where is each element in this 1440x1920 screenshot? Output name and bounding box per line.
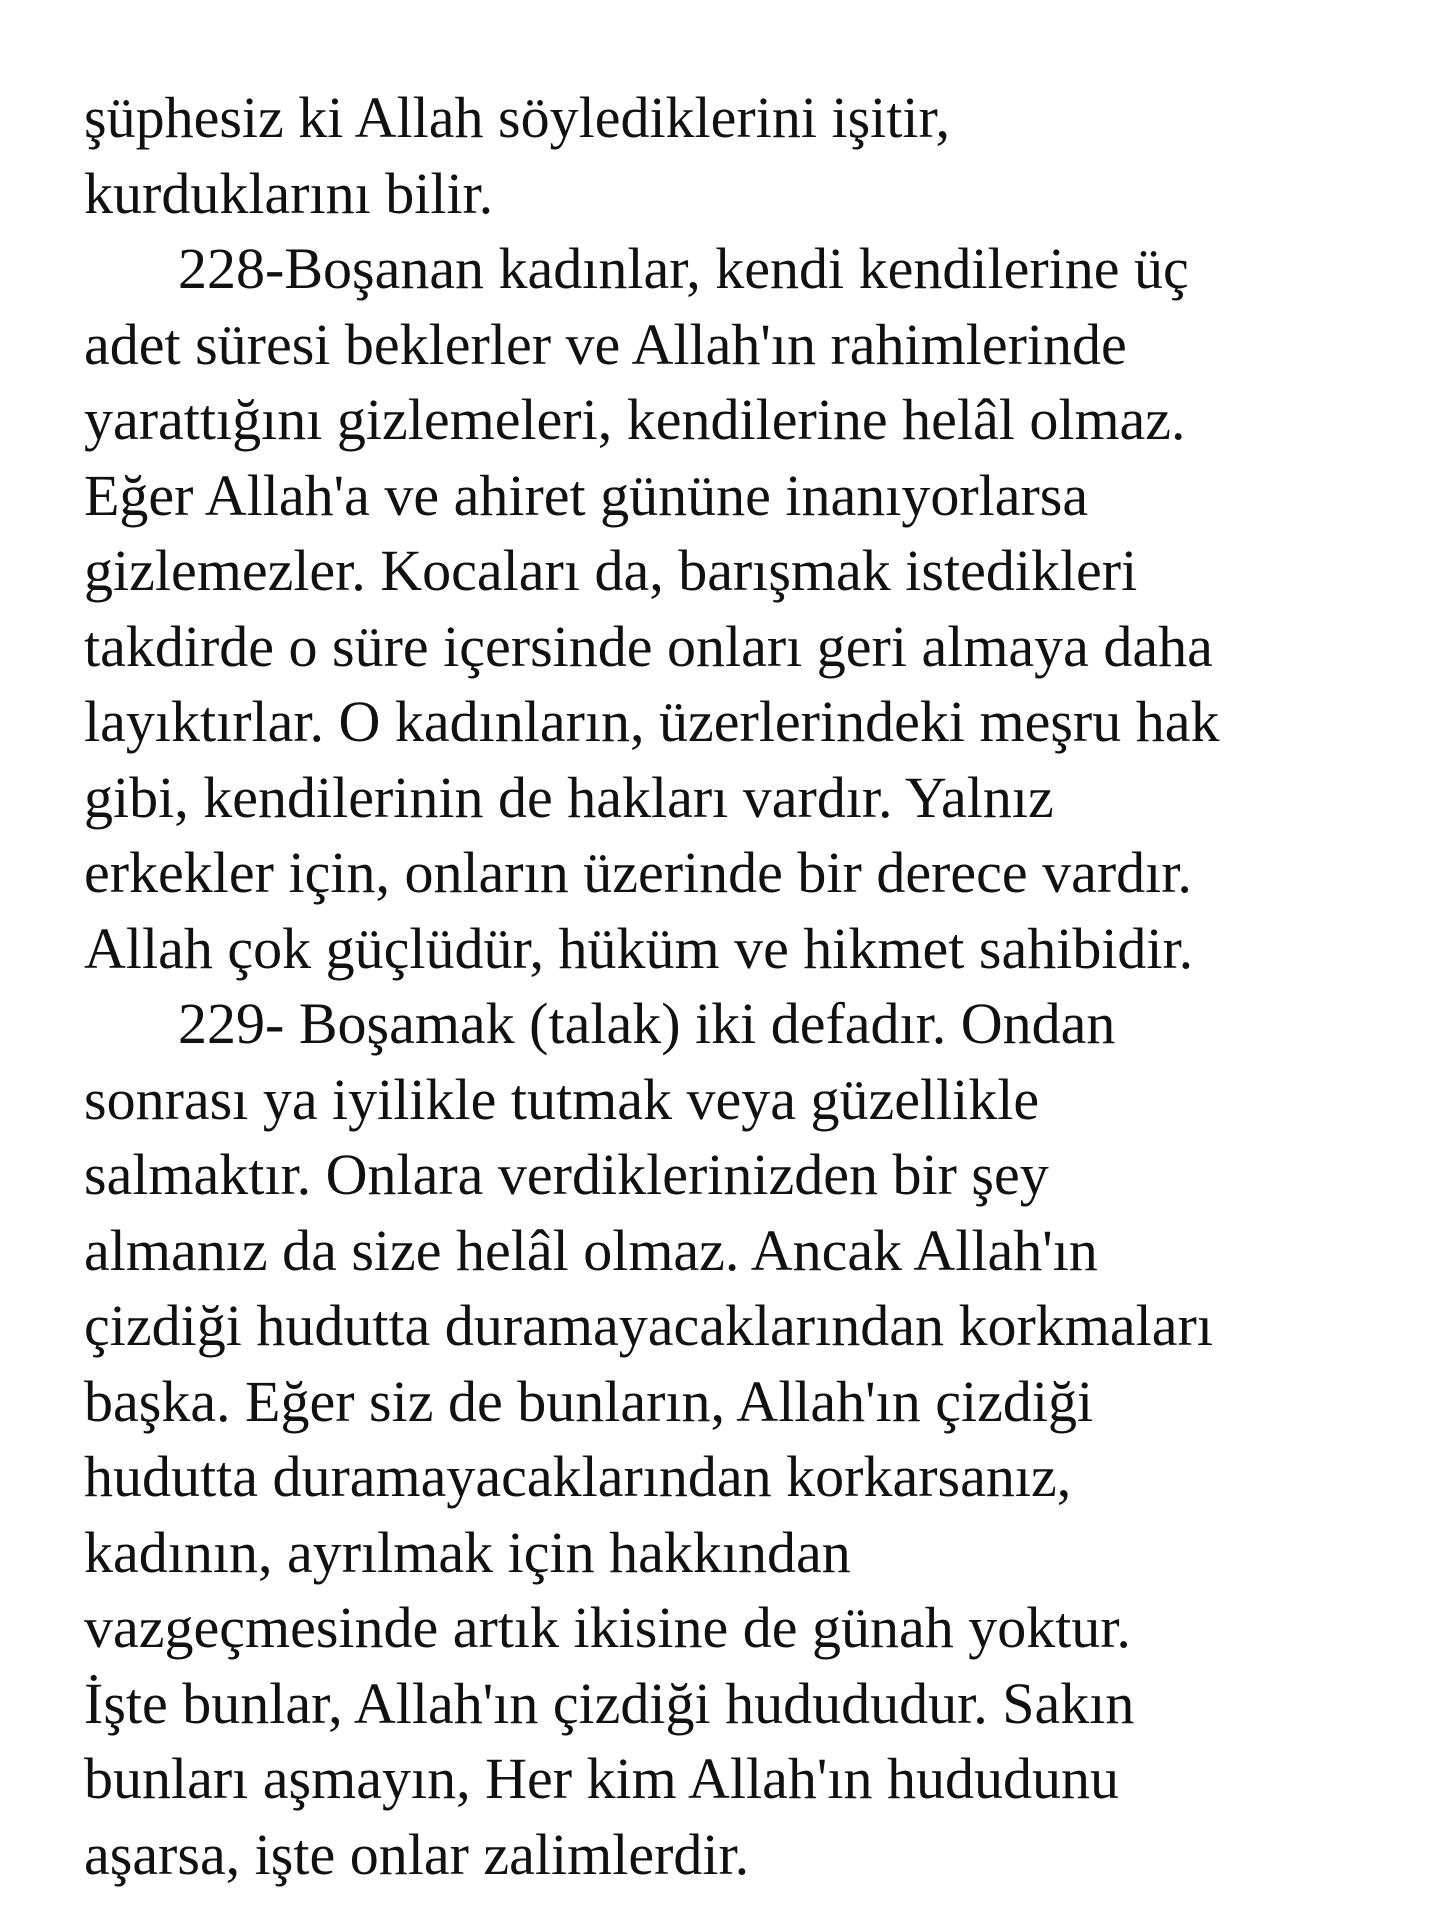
- text-line: salmaktır. Onlara verdiklerinizden bir şey: [84, 1142, 1049, 1207]
- verse-229-start-line: 229- Boşamak (talak) iki defadır. Ondan: [178, 991, 1116, 1056]
- text-line: Eğer Allah'a ve ahiret gününe inanıyorlarsa: [84, 462, 1089, 528]
- text-line: aşarsa, işte onlar zalimlerdir.: [84, 1821, 750, 1887]
- text-line: yarattığını gizlemeleri, kendilerine helâl olmaz.: [84, 387, 1186, 452]
- text-line: İşte bunlar, Allah'ın çizdiği hudududur. Sakın: [84, 1670, 1135, 1736]
- text-line: başka. Eğer siz de bunların, Allah'ın çizdiği: [84, 1368, 1094, 1434]
- text-line: gibi, kendilerinin de hakları vardır. Yalnız: [84, 764, 1054, 830]
- text-line: şüphesiz ki Allah söylediklerini işitir,: [84, 85, 950, 150]
- text-line: sonrası ya iyilikle tutmak veya güzellikle: [84, 1066, 1040, 1132]
- document-page: [84, 80, 1384, 1892]
- text-line: bunları aşmayın, Her kim Allah'ın hududunu: [84, 1746, 1119, 1811]
- text-line: çizdiği hudutta duramayacaklarından korkmaları: [84, 1293, 1213, 1358]
- text-line: adet süresi beklerler ve Allah'ın rahimlerinde: [84, 311, 1127, 377]
- text-line: hudutta duramayacaklarından korkarsanız,: [84, 1444, 1072, 1509]
- text-line: gizlemezler. Kocaları da, barışmak istedikleri: [84, 538, 1138, 603]
- text-line: layıktırlar. O kadınların, üzerlerindeki meşru hak: [84, 689, 1220, 754]
- text-line: takdirde o süre içersinde onları geri almaya daha: [84, 613, 1213, 679]
- text-line: almanız da size helâl olmaz. Ancak Allah'ın: [84, 1217, 1098, 1283]
- text-line: kadının, ayrılmak için hakkından: [84, 1519, 851, 1585]
- verse-228-start-line: 228-Boşanan kadınlar, kendi kendilerine üç: [178, 236, 1189, 301]
- text-line: erkekler için, onların üzerinde bir derece vardır.: [84, 840, 1192, 905]
- text-line: vazgeçmesinde artık ikisine de günah yoktur.: [84, 1595, 1131, 1660]
- text-line: Allah çok güçlüdür, hüküm ve hikmet sahibidir.: [84, 915, 1194, 981]
- text-line: kurduklarını bilir.: [84, 160, 494, 226]
